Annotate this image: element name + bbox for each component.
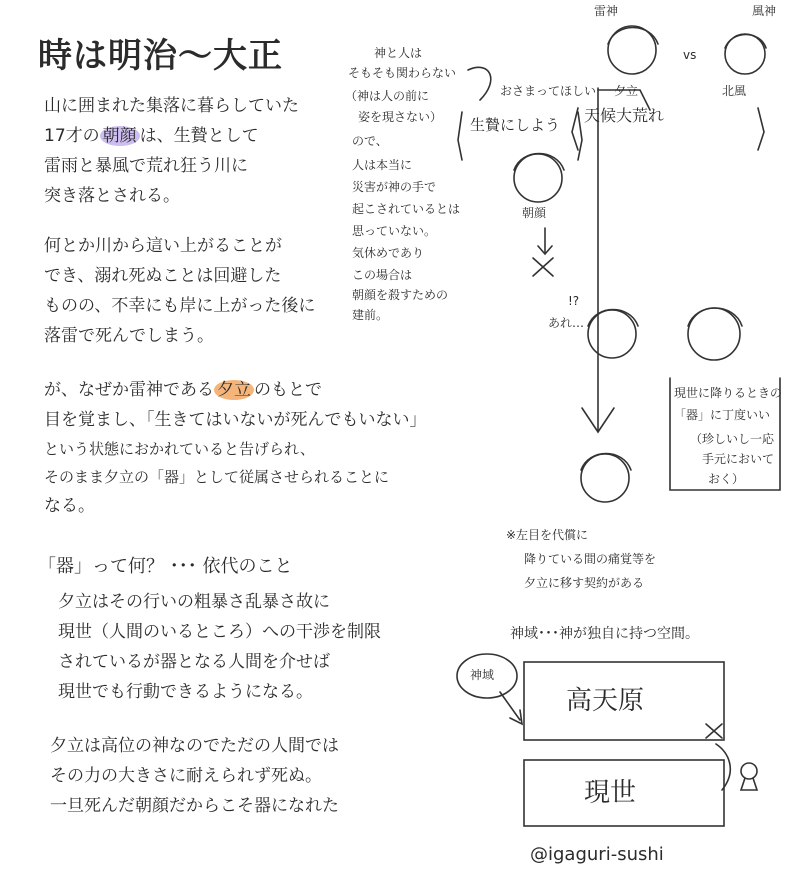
vessel-note-1: 現世に降りるときの — [674, 386, 783, 400]
takamagahara-label: 高天原 — [566, 686, 645, 716]
para1-line2 — [44, 126, 259, 146]
para5-line1: 夕立は高位の神なのでただの人間では — [50, 736, 339, 756]
vessel-note-4: 手元において — [702, 452, 775, 466]
note-line-11: この場合は — [352, 268, 413, 282]
para3-moto: のもとで — [254, 380, 322, 400]
thunder-god-label: 雷神 — [594, 4, 619, 18]
vessel-note-2: 「器」に丁度いい — [674, 408, 771, 422]
note-line-8: 起こされているとは — [352, 202, 461, 216]
weather-label: 天候大荒れ — [584, 106, 665, 125]
para1-line1: 山に囲まれた集落に暮らしていた — [44, 96, 299, 116]
contract-note-2: 降りている間の痛覚等を — [524, 552, 657, 566]
para3-line4: そのまま夕立の「器」として従属させられることに — [44, 468, 390, 486]
asagao-vessel-face — [581, 454, 629, 502]
para2-line2: でき、溺れ死ぬことは回避した — [44, 266, 282, 286]
para1-sacrifice: は、生贄として — [139, 126, 259, 146]
para2-line3: ものの、不幸にも岸に上がった後に — [44, 296, 316, 316]
asagao-face — [514, 154, 562, 202]
genze-label: 現世 — [584, 778, 637, 808]
vs-label: vs — [683, 48, 697, 62]
para1-age: 17才の — [44, 126, 100, 146]
vessel-note-3: （珍しいし一応 — [690, 432, 775, 446]
wind-god-label: 風神 — [752, 4, 777, 18]
para3-line5: なる。 — [44, 496, 95, 516]
vessel-heading: 「器」って何？ ･･･ 依代のこと — [38, 556, 293, 577]
note-line-13: 建前。 — [352, 308, 389, 322]
para3-line2: 目を覚まし、「生きてはいないが死んでもいない」 — [44, 410, 427, 430]
yudachi-face — [688, 308, 740, 360]
note-line-2: そもそも関わらない — [348, 66, 457, 80]
note-line-1: 神と人は — [374, 46, 423, 60]
para4-line3: されているが器となる人間を介せば — [58, 652, 330, 672]
contract-note-3: 夕立に移す契約がある — [524, 576, 645, 590]
calm-request-label: おさまってほしい — [500, 84, 597, 98]
asagao-label: 朝顔 — [522, 206, 547, 220]
asagao-awake-face — [588, 310, 636, 358]
para3-intro: が、なぜか雷神である — [44, 380, 214, 400]
para4-line1: 夕立はその行いの粗暴さ乱暴さ故に — [58, 592, 330, 612]
para1-line3: 雷雨と暴風で荒れ狂う川に — [44, 156, 248, 176]
note-line-3: （神は人の前に — [345, 89, 430, 103]
sacrifice-label: 生贄にしよう — [470, 116, 561, 134]
note-line-12: 朝顔を殺すための — [352, 288, 449, 302]
note-line-10: 気休めであり — [352, 246, 425, 260]
para2-line1: 何とか川から這い上がることが — [44, 236, 282, 256]
para2-line4: 落雷で死んでしまう。 — [44, 326, 214, 346]
para3-line3: という状態におかれていると告げられ、 — [44, 440, 315, 458]
para1-line4: 突き落とされる。 — [44, 186, 180, 206]
divine-realm-heading: 神域･･･神が独自に持つ空間。 — [510, 626, 699, 642]
note-line-4: 姿を現さない） — [358, 110, 443, 124]
vessel-note-5: おく） — [708, 472, 745, 486]
x-mark — [533, 258, 553, 276]
signature: @igaguri-sushi — [530, 844, 664, 865]
yudachi-label: 夕立 — [614, 84, 639, 98]
divine-realm-bubble-label: 神域 — [470, 668, 495, 682]
page-title: 時は明治〜大正 — [38, 36, 283, 76]
note-line-7: 災害が神の手で — [352, 180, 437, 194]
para5-line3: 一旦死んだ朝顔だからこそ器になれた — [50, 796, 339, 816]
kitakaze-label: 北風 — [722, 84, 747, 98]
note-line-5: ので、 — [352, 134, 388, 148]
are-text: あれ… — [548, 316, 585, 330]
yudachi-highlight: 夕立 — [214, 380, 254, 400]
note-line-9: 思っていない。 — [352, 224, 437, 238]
surprise-mark: !? — [568, 294, 580, 308]
para5-line2: その力の大きさに耐えられず死ぬ。 — [50, 766, 322, 786]
asagao-highlight: 朝顔 — [100, 126, 140, 146]
para4-line2: 現世（人間のいるところ）への干渉を制限 — [58, 622, 381, 642]
para3-line1 — [44, 380, 322, 400]
note-line-6: 人は本当に — [352, 158, 413, 172]
contract-note-1: ※左目を代償に — [506, 528, 589, 542]
para4-line4: 現世でも行動できるようになる。 — [58, 682, 313, 702]
